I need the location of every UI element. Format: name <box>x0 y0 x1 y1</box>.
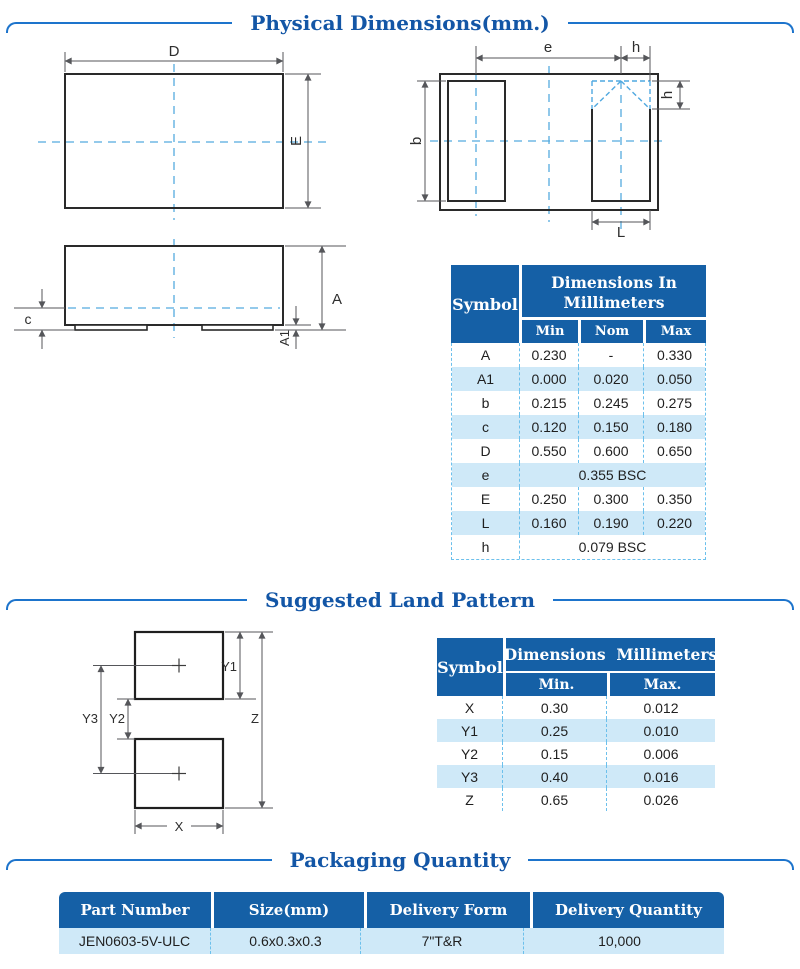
centerlines <box>68 239 280 338</box>
table-row <box>452 343 705 367</box>
table-row <box>452 487 705 511</box>
min-cell: 0.15 <box>503 742 607 765</box>
max-cell: 0.010 <box>643 722 679 739</box>
header-delivery-form: Delivery Form <box>367 892 530 928</box>
header-part-number: Part Number <box>59 892 211 928</box>
max-cell: 0.650 <box>656 443 693 459</box>
side-view-diagram <box>12 237 357 367</box>
max-cell: 0.006 <box>643 745 679 762</box>
symbol-cell: A <box>452 343 520 367</box>
min-cell: 0.25 <box>503 719 607 742</box>
dim-label-L: L <box>616 224 626 238</box>
table-row <box>437 719 715 742</box>
right-terminal <box>202 325 273 330</box>
min-cell: 0.40 <box>503 765 607 788</box>
min-cell: 0.250 <box>520 487 579 511</box>
pad-center-marks <box>172 659 186 781</box>
header-min: Min <box>522 320 578 343</box>
header-group: Dimensions In Millimeters <box>522 265 706 317</box>
symbol-cell: h <box>452 535 520 559</box>
dim-label-e: e <box>543 39 553 56</box>
dim-label-h-side: h <box>659 90 676 100</box>
dim-label-Z: Z <box>251 711 259 726</box>
centerlines <box>430 66 667 230</box>
dim-label-D: D <box>168 43 180 60</box>
header-rule-right <box>528 859 794 870</box>
table-row <box>437 765 715 788</box>
packaging-table <box>59 892 724 954</box>
symbol-cell: D <box>452 439 520 463</box>
symbol-cell: Y2 <box>437 742 503 765</box>
header-delivery-quantity: Delivery Quantity <box>533 892 724 928</box>
table-row <box>452 415 705 439</box>
dim-label-Y3: Y3 <box>82 711 98 726</box>
delivery-quantity-cell: 10,000 <box>598 933 641 949</box>
nom-cell: 0.600 <box>579 439 644 463</box>
span-cell: 0.079 BSC <box>578 539 647 555</box>
dim-label-c: c <box>24 311 32 327</box>
table-row <box>452 367 705 391</box>
symbol-cell: c <box>452 415 520 439</box>
min-cell: 0.120 <box>520 415 579 439</box>
symbol-cell: X <box>437 696 503 719</box>
min-cell: 0.000 <box>520 367 579 391</box>
min-cell: 0.65 <box>503 788 607 811</box>
symbol-cell: b <box>452 391 520 415</box>
table-row <box>452 439 705 463</box>
table-row <box>452 463 705 487</box>
header-group: Dimensions Millimeters <box>506 638 715 671</box>
dim-label-b: b <box>408 136 425 146</box>
dim-label-Y2: Y2 <box>109 711 125 726</box>
section-title: Physical Dimensions(mm.) <box>250 11 550 35</box>
dimension-lines <box>93 632 273 834</box>
packaging-table-header <box>59 892 724 928</box>
symbol-cell: E <box>452 487 520 511</box>
dimensions-table-body <box>451 343 706 560</box>
table-row <box>437 696 715 719</box>
max-cell: 0.050 <box>656 371 693 387</box>
symbol-cell: L <box>452 511 520 535</box>
land-table-body <box>437 696 715 811</box>
land-table-header <box>437 638 718 696</box>
header-rule-left <box>6 22 232 33</box>
max-cell: 0.350 <box>656 491 693 507</box>
dim-label-A: A <box>331 291 343 308</box>
header-max: Max <box>646 320 706 343</box>
dim-label-X: X <box>174 819 184 834</box>
symbol-cell: Z <box>437 788 503 811</box>
max-cell: 0.012 <box>643 699 679 716</box>
dimensions-table-header <box>451 265 706 343</box>
delivery-form-cell: 7"T&R <box>361 928 524 954</box>
top-view-diagram <box>30 38 340 230</box>
nom-cell: - <box>579 343 644 367</box>
section-title: Suggested Land Pattern <box>264 588 536 612</box>
header-rule-right <box>553 599 794 610</box>
symbol-cell: Y3 <box>437 765 503 788</box>
header-symbol: Symbol <box>437 638 503 696</box>
symbol-cell: A1 <box>452 367 520 391</box>
span-cell: 0.355 BSC <box>578 467 647 483</box>
max-cell: 0.026 <box>643 791 679 808</box>
nom-cell: 0.020 <box>579 367 644 391</box>
max-cell: 0.180 <box>656 419 693 435</box>
header-rule-right <box>568 22 794 33</box>
dim-label-h-top: h <box>631 39 641 56</box>
min-cell: 0.215 <box>520 391 579 415</box>
nom-cell: 0.150 <box>579 415 644 439</box>
land-pattern-table <box>437 638 718 811</box>
centerlines <box>38 64 328 220</box>
nom-cell: 0.245 <box>579 391 644 415</box>
min-cell: 0.30 <box>503 696 607 719</box>
section-header-physical-dimensions <box>6 8 794 38</box>
symbol-cell: Y1 <box>437 719 503 742</box>
max-cell: 0.220 <box>656 515 693 531</box>
min-cell: 0.230 <box>520 343 579 367</box>
dimension-lines <box>14 246 346 349</box>
header-rule-left <box>6 599 247 610</box>
table-row <box>452 511 705 535</box>
header-size: Size(mm) <box>214 892 364 928</box>
max-cell: 0.275 <box>656 395 693 411</box>
nom-cell: 0.300 <box>579 487 644 511</box>
part-number-cell: JEN0603-5V-ULC <box>59 928 211 954</box>
table-row <box>437 742 715 765</box>
table-row <box>437 788 715 811</box>
header-symbol: Symbol <box>451 265 519 343</box>
land-pattern-diagram <box>60 622 290 844</box>
dim-label-A1: A1 <box>277 330 292 346</box>
nom-cell: 0.190 <box>579 511 644 535</box>
table-row <box>59 928 724 954</box>
min-cell: 0.550 <box>520 439 579 463</box>
header-max: Max. <box>610 673 715 696</box>
max-cell: 0.016 <box>643 768 679 785</box>
min-cell: 0.160 <box>520 511 579 535</box>
table-row <box>452 535 705 559</box>
symbol-cell: e <box>452 463 520 487</box>
header-rule-left <box>6 859 272 870</box>
table-row <box>452 391 705 415</box>
dim-label-Y1: Y1 <box>221 659 237 674</box>
header-min: Min. <box>506 673 607 696</box>
max-cell: 0.330 <box>656 347 693 363</box>
section-title: Packaging Quantity <box>289 848 511 872</box>
dim-label-E: E <box>288 135 305 147</box>
section-header-packaging <box>6 845 794 875</box>
section-header-land-pattern <box>6 585 794 615</box>
size-cell: 0.6x0.3x0.3 <box>211 928 361 954</box>
bottom-view-diagram <box>405 38 720 238</box>
dimensions-table <box>451 265 706 560</box>
header-nom: Nom <box>581 320 643 343</box>
left-terminal <box>75 325 147 330</box>
